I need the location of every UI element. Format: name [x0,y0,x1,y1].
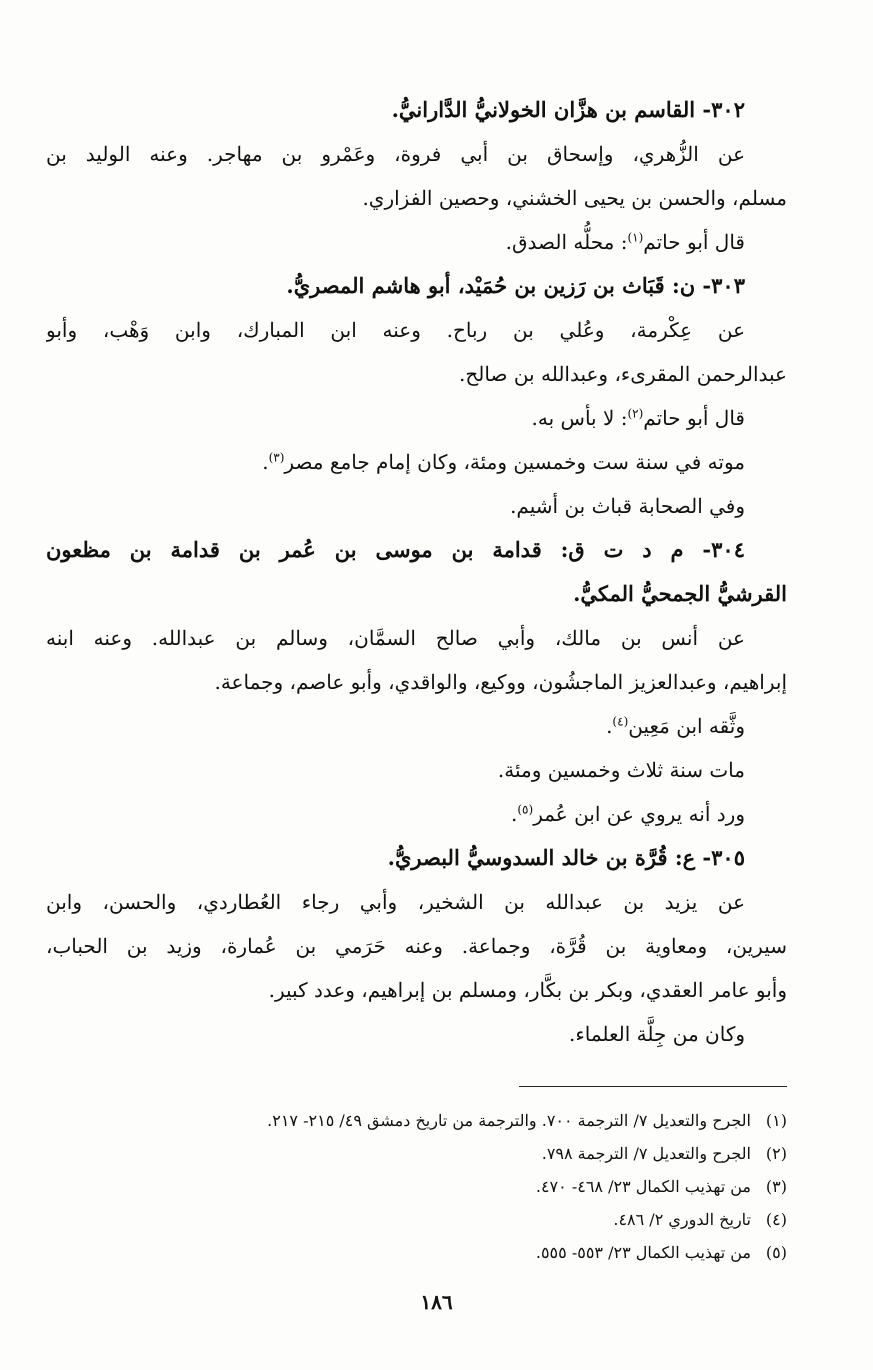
footnote [46,1236,787,1269]
entry-heading: ٣٠٤- م د ت ق: قدامة بن موسى بن عُمر بن قدامة بن مظعون [46,537,745,562]
footnote-ref: (٣) [268,450,285,465]
footnote-text: تاريخ الدوري ٢/ ٤٨٦. [613,1210,751,1229]
paragraph-text: : محلُّه الصدق. [505,230,628,254]
footnote-number: (١) [765,1111,787,1130]
paragraph: وكان من جِلَّة العلماء. [568,1022,745,1046]
paragraph [46,704,787,748]
text-line: عن عِكْرمة، وعُلي بن رباح. وعنه ابن المبارك، وابن وَهْب، وأبو [46,318,745,342]
text-line: عن يزيد بن عبدالله بن الشخير، وأبي رجاء العُطاردي، والحسن، وابن [46,890,745,914]
footnote-text: من تهذيب الكمال ٢٣/ ٤٦٨- ٤٧٠. [535,1177,751,1196]
footnote-number: (٢) [765,1144,787,1163]
footnote [46,1170,787,1203]
entry-heading-continued: القرشيُّ الجمحيُّ المكيُّ. [573,581,787,606]
footnote-text: الجرح والتعديل ٧/ الترجمة ٧٩٨. [541,1144,751,1163]
text-line: إبراهيم، وعبدالعزيز الماجشُون، ووكيع، والواقدي، وأبو عاصم، وجماعة. [214,670,787,694]
footnote-number: (٥) [765,1243,787,1262]
entry-heading: ٣٠٣- ن: قَبَاث بن رَزين بن حُمَيْد، أبو هاشم المصريُّ. [286,273,745,298]
footnotes [46,1104,787,1269]
text-line: مسلم، والحسن بن يحيى الخشني، وحصين الفزاري. [362,186,787,210]
text-line: عن الزُّهري، وإسحاق بن أبي فروة، وعَمْرو بن مهاجر. وعنه الوليد بن [46,142,745,166]
paragraph [46,440,787,484]
paragraph [46,792,787,836]
paragraph-text: قال أبو حاتم [643,406,745,430]
text-line: عن أنس بن مالك، وأبي صالح السمَّان، وسالم بن عبدالله. وعنه ابنه [46,626,745,650]
paragraph-text: قال أبو حاتم [643,230,745,254]
entry-heading: ٣٠٥- ع: قُرَّة بن خالد السدوسيُّ البصريُّ. [387,845,745,870]
footnote-separator [519,1086,787,1087]
paragraph: مات سنة ثلاث وخمسين ومئة. [497,758,745,782]
entry-heading: ٣٠٢- القاسم بن هزَّان الخولانيُّ الدَّارانيُّ. [391,97,745,122]
paragraph [46,396,787,440]
paragraph-text: . [262,450,269,474]
footnote-text: من تهذيب الكمال ٢٣/ ٥٥٣- ٥٥٥. [535,1243,751,1262]
footnote [46,1203,787,1236]
footnote [46,1104,787,1137]
footnote-ref: (١) [627,230,644,245]
text-line: سيرين، ومعاوية بن قُرَّة، وجماعة. وعنه حَرَمي بن عُمارة، وزيد بن الحباب، [46,934,787,958]
text-line: وأبو عامر العقدي، وبكر بن بكَّار، ومسلم بن إبراهيم، وعدد كبير. [268,978,787,1002]
footnote-ref: (٥) [517,802,534,817]
page-number: ١٨٦ [420,1290,453,1314]
paragraph-text: ورد أنه يروي عن ابن عُمر [533,802,745,826]
footnote-text: الجرح والتعديل ٧/ الترجمة ٧٠٠. والترجمة من تاريخ دمشق ٤٩/ ٢١٥- ٢١٧. [267,1111,751,1130]
paragraph-text: . [606,714,613,738]
paragraph [46,220,787,264]
text-line: عبدالرحمن المقرىء، وعبدالله بن صالح. [459,362,787,386]
footnote-number: (٤) [765,1210,787,1229]
footnote-number: (٣) [765,1177,787,1196]
main-text [46,88,787,1056]
paragraph-text: موته في سنة ست وخمسين ومئة، وكان إمام جامع مصر [284,450,745,474]
paragraph-text: . [511,802,518,826]
footnote-ref: (٢) [627,406,644,421]
paragraph: وفي الصحابة قباث بن أشيم. [510,494,745,518]
footnote-ref: (٤) [612,714,629,729]
footnote [46,1137,787,1170]
paragraph-text: : لا بأس به. [531,406,628,430]
paragraph-text: وثَّقه ابن مَعِين [628,714,745,738]
